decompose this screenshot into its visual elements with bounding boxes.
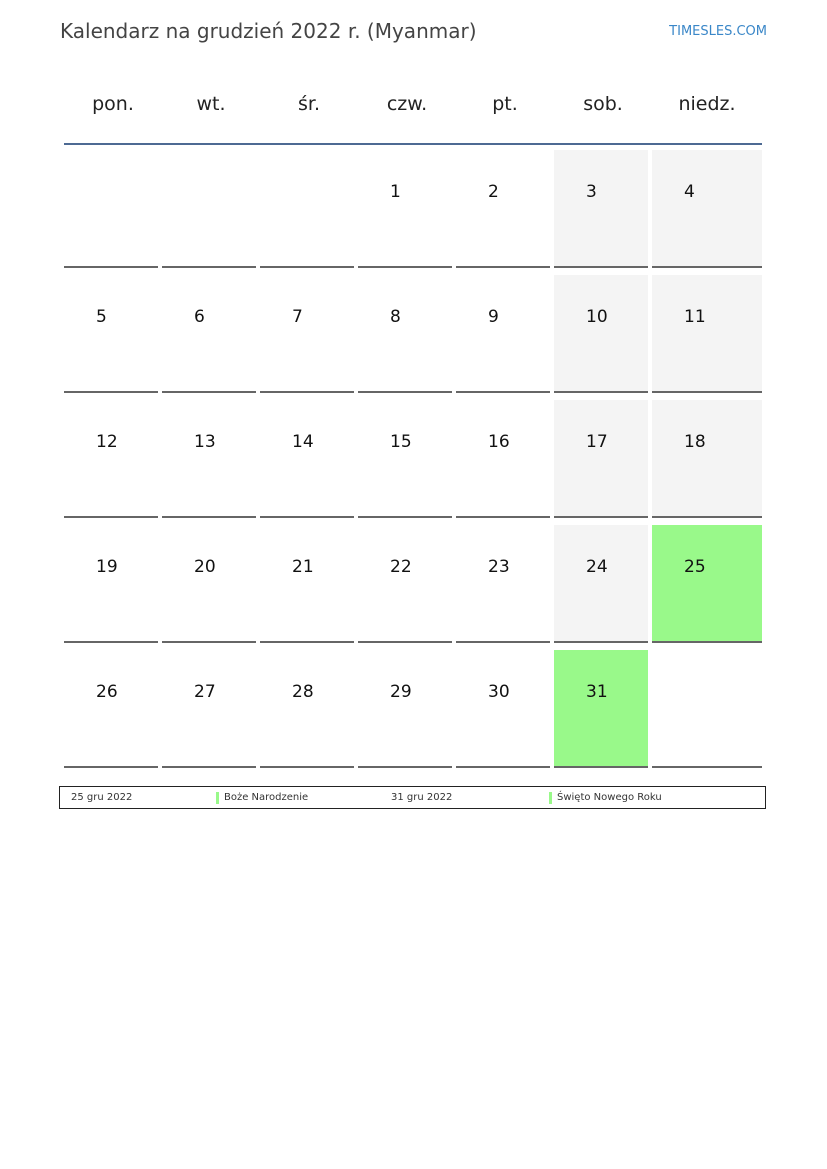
day-number: 6: [194, 307, 205, 327]
day-cell: [358, 150, 452, 268]
day-number: 11: [684, 307, 706, 327]
day-cell: [652, 150, 762, 268]
day-cell: [162, 525, 256, 643]
week-row: [64, 395, 764, 520]
day-number: 29: [390, 682, 412, 702]
day-cell: [162, 275, 256, 393]
brand-link[interactable]: TIMESLES.COM: [669, 24, 767, 39]
day-number: 15: [390, 432, 412, 452]
day-cell: [162, 150, 256, 268]
day-cell: [260, 525, 354, 643]
day-cell: [652, 400, 762, 518]
weekday-mon: pon.: [92, 93, 134, 115]
day-cell: [64, 650, 158, 768]
day-number: 24: [586, 557, 608, 577]
day-number: 12: [96, 432, 118, 452]
day-cell: [554, 400, 648, 518]
day-cell: [652, 650, 762, 768]
day-number: 10: [586, 307, 608, 327]
day-cell: [358, 400, 452, 518]
day-number: 26: [96, 682, 118, 702]
day-number: 3: [586, 182, 597, 202]
holiday-name: Boże Narodzenie: [224, 792, 309, 803]
day-cell: [456, 150, 550, 268]
week-row: [64, 645, 764, 770]
weekday-wed: śr.: [297, 93, 320, 115]
day-number: 18: [684, 432, 706, 452]
day-cell: [456, 650, 550, 768]
day-cell: [260, 150, 354, 268]
day-number: 8: [390, 307, 401, 327]
day-number: 27: [194, 682, 216, 702]
day-number: 2: [488, 182, 499, 202]
day-cell: [64, 275, 158, 393]
weekday-thu: czw.: [386, 93, 428, 115]
day-cell: [64, 400, 158, 518]
holiday-legend: [59, 786, 766, 809]
day-cell: [162, 400, 256, 518]
week-row: [64, 145, 764, 270]
day-cell: [260, 400, 354, 518]
day-number: 20: [194, 557, 216, 577]
day-number: 13: [194, 432, 216, 452]
day-cell: [64, 525, 158, 643]
holiday-date: 31 gru 2022: [391, 792, 453, 803]
day-number: 9: [488, 307, 499, 327]
day-number: 22: [390, 557, 412, 577]
day-cell: [554, 525, 648, 643]
week-row: [64, 520, 764, 645]
day-cell: [554, 275, 648, 393]
day-cell: [554, 150, 648, 268]
day-cell: [358, 525, 452, 643]
holiday-name: Święto Nowego Roku: [557, 792, 662, 803]
day-cell: [652, 275, 762, 393]
day-number: 23: [488, 557, 510, 577]
day-number: 5: [96, 307, 107, 327]
page-title: Kalendarz na grudzień 2022 r. (Myanmar): [60, 19, 477, 43]
week-row: [64, 270, 764, 395]
weekday-header: [64, 80, 764, 143]
day-cell: [162, 650, 256, 768]
day-cell: [456, 275, 550, 393]
day-cell: [260, 650, 354, 768]
day-number: 30: [488, 682, 510, 702]
day-cell: [358, 275, 452, 393]
holiday-cell: [652, 525, 762, 643]
day-number: 28: [292, 682, 314, 702]
day-number: 31: [586, 682, 608, 702]
holiday-color-marker: [216, 792, 219, 804]
day-cell: [456, 525, 550, 643]
day-cell: [456, 400, 550, 518]
day-number: 19: [96, 557, 118, 577]
day-cell: [358, 650, 452, 768]
day-number: 21: [292, 557, 314, 577]
day-number: 1: [390, 182, 401, 202]
holiday-cell: [554, 650, 648, 768]
day-cell: [64, 150, 158, 268]
day-number: 14: [292, 432, 314, 452]
day-cell: [260, 275, 354, 393]
day-number: 7: [292, 307, 303, 327]
holiday-date: 25 gru 2022: [71, 792, 133, 803]
day-number: 16: [488, 432, 510, 452]
calendar-grid: [64, 80, 764, 770]
weekday-tue: wt.: [196, 93, 226, 115]
day-number: 25: [684, 557, 706, 577]
day-number: 17: [586, 432, 608, 452]
weekday-sun: niedz.: [678, 93, 736, 115]
weekday-sat: sob.: [583, 93, 623, 115]
weekday-fri: pt.: [492, 93, 518, 115]
day-number: 4: [684, 182, 695, 202]
holiday-color-marker: [549, 792, 552, 804]
